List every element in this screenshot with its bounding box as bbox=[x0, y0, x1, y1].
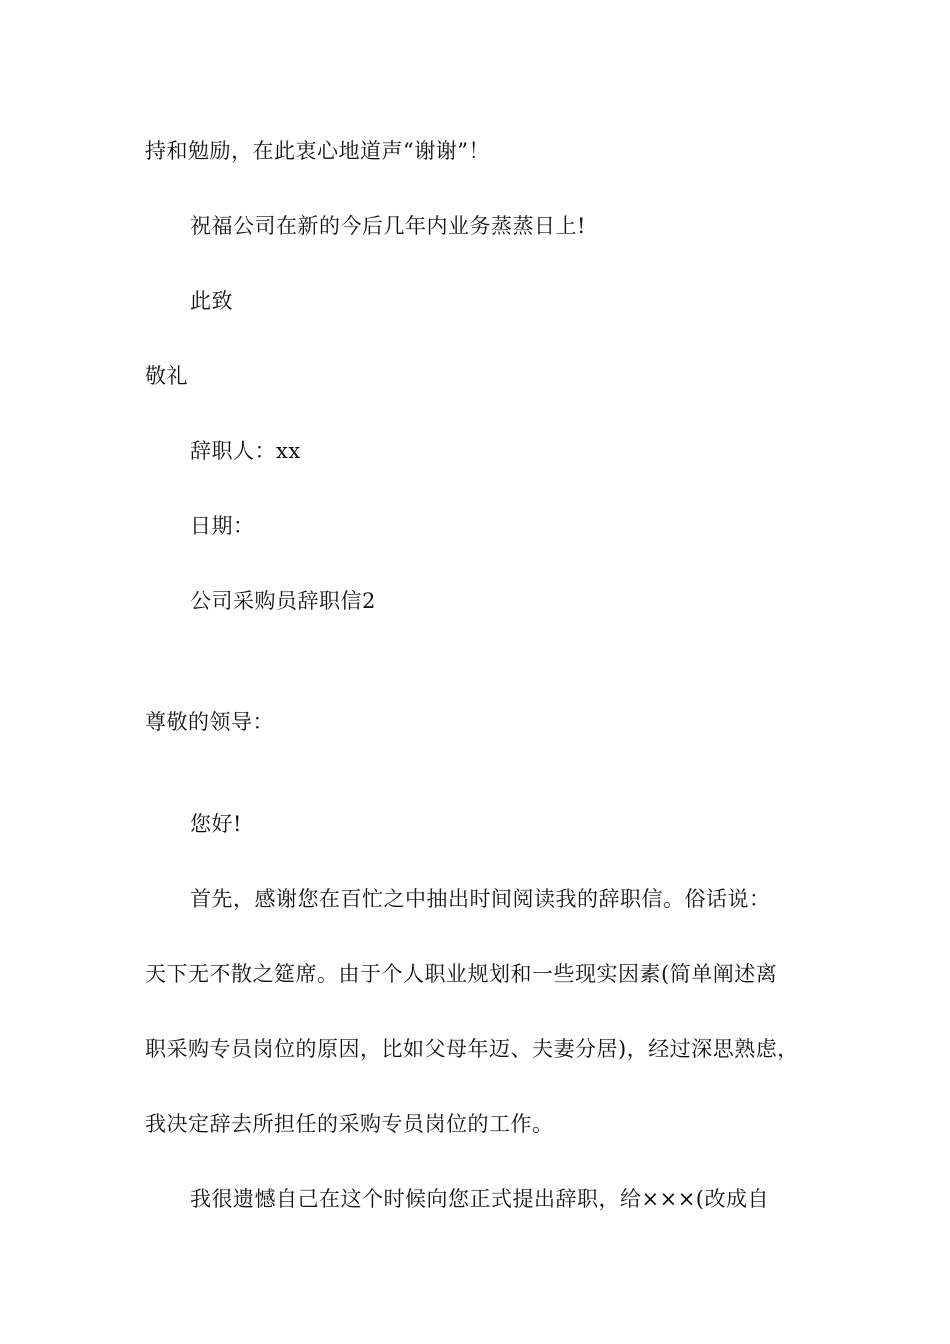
text-line: 我决定辞去所担任的采购专员岗位的工作。 bbox=[145, 1112, 554, 1136]
text-line: 持和勉励，在此衷心地道声“谢谢”！ bbox=[145, 139, 490, 163]
text-line: 辞职人：xx bbox=[190, 439, 301, 463]
text-line: 敬礼 bbox=[145, 364, 188, 388]
text-line: 日期： bbox=[190, 514, 255, 538]
greeting: 您好! bbox=[190, 812, 242, 836]
text-line: 此致 bbox=[190, 289, 233, 313]
text-line: 我很遗憾自己在这个时候向您正式提出辞职，给×××(改成自 bbox=[190, 1187, 769, 1211]
section-heading: 公司采购员辞职信2 bbox=[190, 589, 376, 613]
text-line: 首先，感谢您在百忙之中抽出时间阅读我的辞职信。俗话说： bbox=[190, 887, 771, 911]
text-line: 祝福公司在新的今后几年内业务蒸蒸日上! bbox=[190, 214, 586, 238]
salutation: 尊敬的领导： bbox=[145, 710, 274, 734]
text-line: 职采购专员岗位的原因，比如父母年迈、夫妻分居)，经过深思熟虑， bbox=[145, 1037, 799, 1061]
text-line: 天下无不散之筵席。由于个人职业规划和一些现实因素(简单阐述离 bbox=[145, 962, 778, 986]
